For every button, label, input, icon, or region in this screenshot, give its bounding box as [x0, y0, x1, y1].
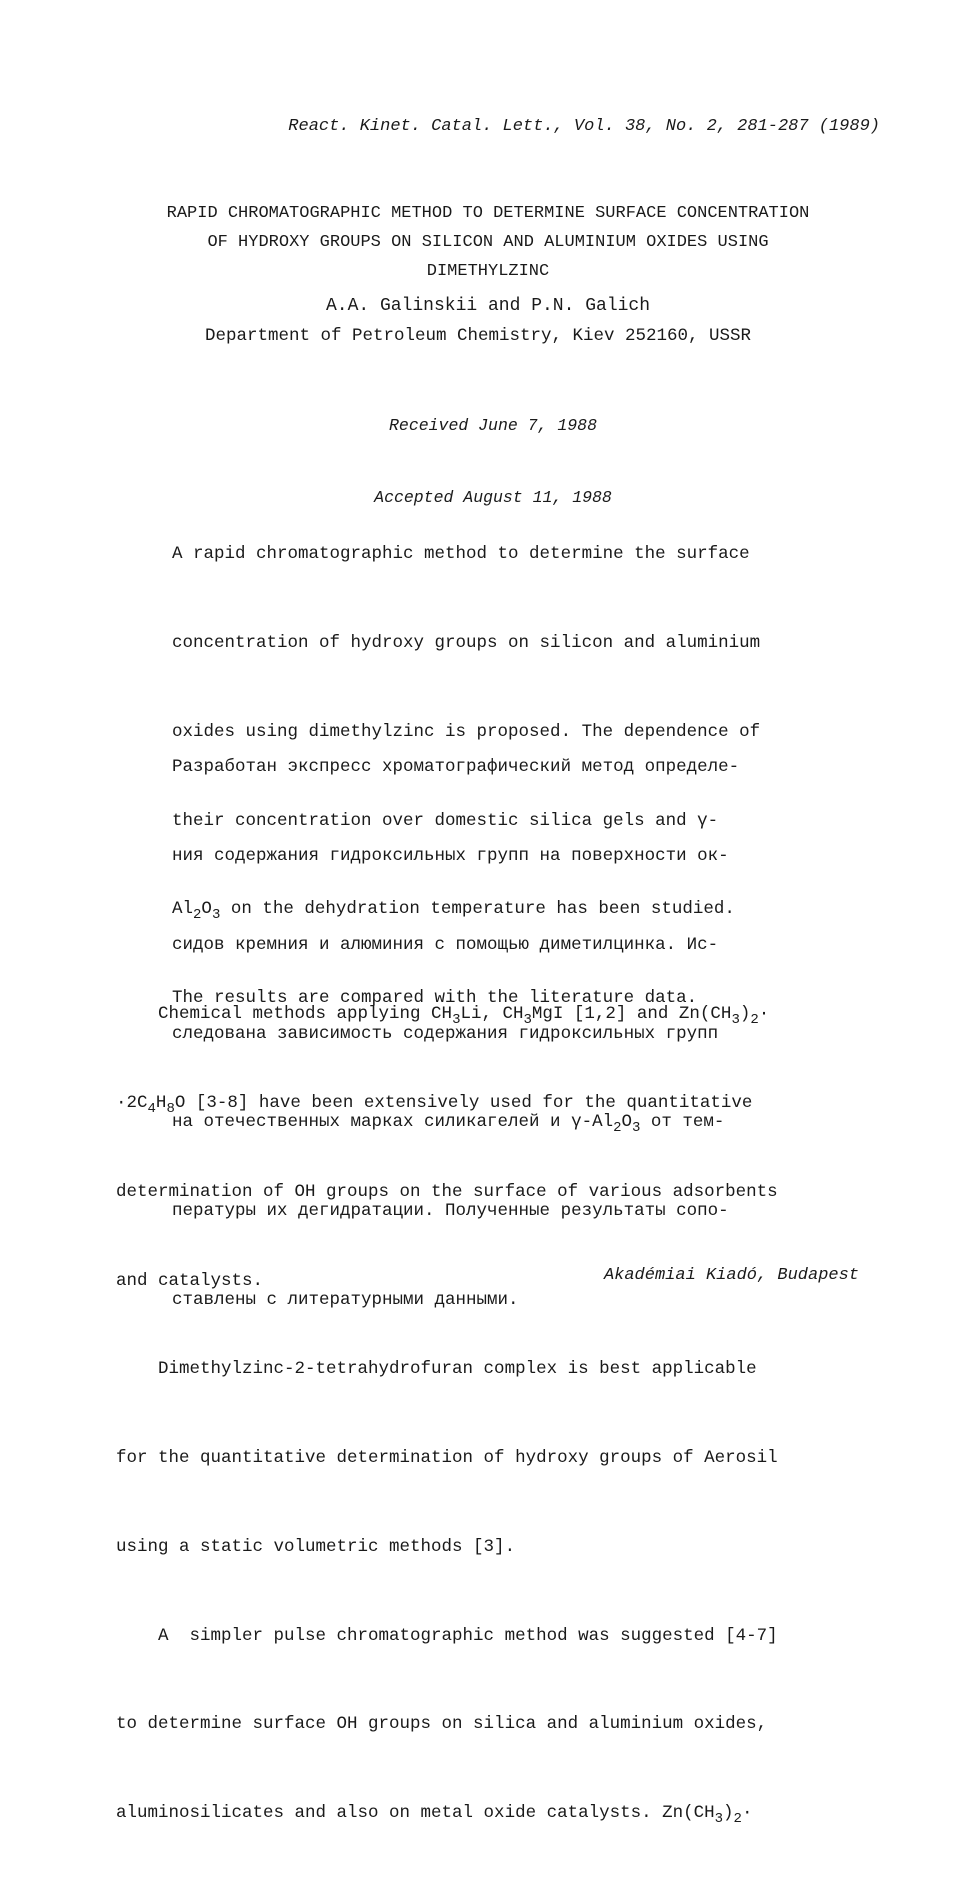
abstract-ru-line: на отечественных марках силикагелей и $\gamma-Al_2O_3$ от тем- [172, 1112, 725, 1137]
abstract-en-line: oxides using dimethylzinc is proposed. The dependence of [172, 721, 761, 742]
abstract-ru-line: ния содержания гидроксильных групп на поверхности ок- [172, 845, 729, 866]
body-line: using a static volumetric methods [3]. [116, 1536, 516, 1557]
abstract-en-line: The results are compared with the literature data. [172, 988, 698, 1009]
received-date: Received June 7, 1988 [389, 416, 597, 435]
body-line: aluminosilicates and also on metal oxide catalysts. $Zn(CH_3)_2\cdot$ [116, 1803, 753, 1828]
title-line-3: DIMETHYLZINC [426, 262, 550, 281]
abstract-ru-line: пературы их дегидратации. Полученные результаты сопо- [172, 1201, 729, 1222]
body-line: to determine surface OH groups on silica and aluminium oxides, [116, 1714, 768, 1735]
affiliation: Department of Petroleum Chemistry, Kiev 252160, USSR [204, 326, 752, 346]
abstract-en-line: A rapid chromatographic method to determine the surface [172, 544, 750, 565]
body-line: A simpler pulse chromatographic method was suggested [4-7] [116, 1625, 778, 1646]
abstract-ru-line: ставлены с литературными данными. [172, 1289, 519, 1310]
title-line-1: RAPID CHROMATOGRAPHIC METHOD TO DETERMINE SURFACE CONCENTRATION [166, 204, 810, 223]
body-line: for the quantitative determination of hydroxy groups of Aerosil [116, 1448, 778, 1469]
publisher: Akadémiai Kiadó, Budapest [603, 1266, 859, 1285]
article-title [0, 199, 976, 286]
abstract-ru-line: Разработан экспресс хроматографический метод определе- [172, 757, 740, 778]
body-line: Chemical methods applying $CH_3Li$, $CH_3MgI$ [1,2] and $Zn(CH_3)_2\cdot$ [116, 1004, 770, 1029]
accepted-date: Accepted August 11, 1988 [374, 488, 612, 507]
abstract-en-line: their concentration over domestic silica gels and γ- [172, 810, 719, 831]
abstract-en-line: concentration of hydroxy groups on silicon and aluminium [172, 632, 761, 653]
abstract-en-line: $Al_2O_3$ on the dehydration temperature has been studied. [172, 899, 735, 924]
authors: A.A. Galinskii and P.N. Galich [325, 296, 651, 316]
title-line-2: OF HYDROXY GROUPS ON SILICON AND ALUMINIUM OXIDES USING [207, 233, 769, 252]
body-line: determination of OH groups on the surface of various adsorbents [116, 1181, 778, 1202]
body-line: and catalysts. [116, 1270, 264, 1291]
journal-reference: React. Kinet. Catal. Lett., Vol. 38, No. 2, 281-287 (1989) [288, 117, 880, 136]
body-line: $\cdot 2C_4H_8O$ [3-8] have been extensively used for the quantitative [116, 1092, 753, 1117]
body-line: Dimethylzinc-2-tetrahydrofuran complex is best applicable [116, 1359, 757, 1380]
abstract-ru-line: сидов кремния и алюминия с помощью диметилцинка. Ис- [172, 934, 719, 955]
body-text [116, 941, 778, 1888]
abstract-ru-line: следована зависимость содержания гидроксильных групп [172, 1023, 719, 1044]
